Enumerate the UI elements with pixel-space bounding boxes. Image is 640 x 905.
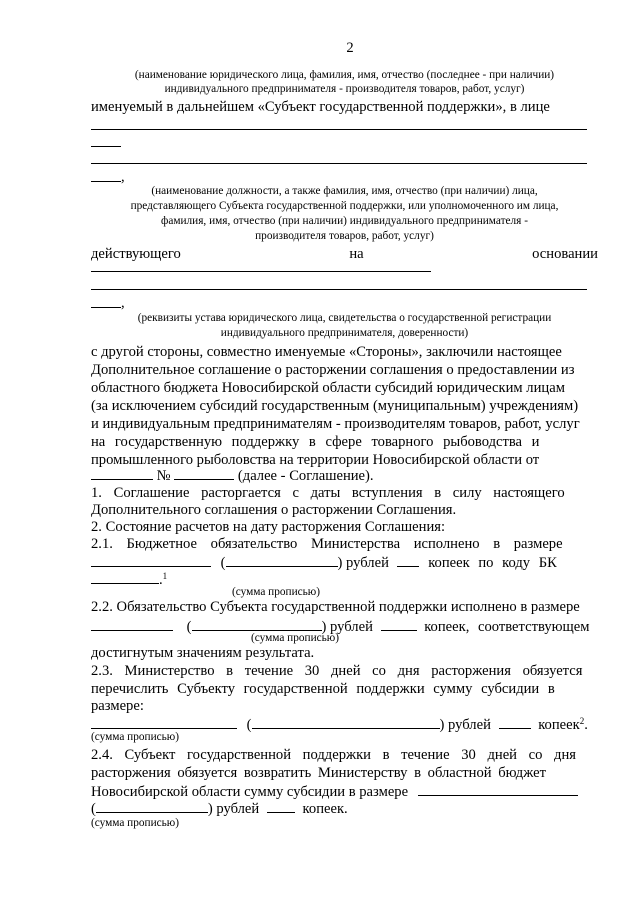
footnote-ref-1: 1 <box>162 571 168 581</box>
clause-2-4-line-4 <box>91 800 348 817</box>
clause-text: 2.1. Бюджетное обязательство Министерства исполнено в размере <box>91 536 563 552</box>
clause-2-2-line-1: 2.2. Обязательство Субъекта государственной поддержки исполнено в размере <box>91 599 580 615</box>
body-line-5 <box>91 417 598 432</box>
clause-text: расторжения обязуется возвратить Министерству в областной бюджет <box>91 765 546 781</box>
hint-position-line-2: представляющего Субъекта государственной поддержки, или уполномоченного им лица, <box>130 200 559 212</box>
rubles-label: ) рублей <box>207 801 260 817</box>
amount-blank <box>91 554 211 567</box>
amount-blank <box>91 716 237 729</box>
kopecks-blank <box>499 716 531 729</box>
kopecks-label: копеек. <box>302 801 348 817</box>
clause-2-3-line-3: размере: <box>91 698 144 714</box>
clause-2-1-line-2 <box>91 554 557 571</box>
hint-sum-4: (сумма прописью) <box>91 817 179 829</box>
body-text: на государственную поддержку в сфере товарного рыбоводства и <box>91 434 540 450</box>
kopecks-label: копеек, соответствующем <box>424 619 590 635</box>
paren-open: ( <box>91 801 96 817</box>
basis-word: основании <box>532 246 598 262</box>
footnote-ref-2: 2 <box>579 716 585 726</box>
clause-2-4-line-2 <box>91 766 598 781</box>
clause-2-3-line-1 <box>91 664 598 679</box>
clause-1-line-2: Дополнительного соглашения о расторжении Соглашения. <box>91 502 457 518</box>
period: . <box>584 717 588 733</box>
hint-charter-line-2: индивидуального предпринимателя, доверенности) <box>220 327 469 339</box>
fill-line-representative-2 <box>91 163 587 164</box>
clause-2-1-line-3 <box>91 571 167 588</box>
amount-words-blank <box>252 716 440 729</box>
body-text: (за исключением субсидий государственным (муниципальным) учреждениям) <box>91 398 579 414</box>
clause-text: перечислить Субъекту государственной поддержки сумму субсидии в <box>91 681 555 697</box>
rubles-label: ) рублей <box>321 619 373 635</box>
agreement-date-blank <box>91 467 153 480</box>
clause-2-2-line-2 <box>91 618 590 635</box>
clause-text: Новосибирской области сумму субсидии в размере <box>91 784 409 800</box>
body-line-4 <box>91 399 598 414</box>
clause-2-4-line-3 <box>91 783 578 800</box>
kopecks-blank <box>397 554 419 567</box>
body-text: и индивидуальным предпринимателям - производителям товаров, работ, услуг <box>91 416 580 432</box>
kopecks-blank <box>381 618 417 631</box>
rubles-label: ) рублей <box>439 717 491 733</box>
agreement-date-line <box>91 467 374 484</box>
page-number: 2 <box>346 40 354 56</box>
clause-2-4-line-1 <box>91 748 598 763</box>
period: . <box>159 572 163 588</box>
clause-text: 2.4. Субъект государственной поддержки в течение 30 дней со дня <box>91 747 576 763</box>
referred-as-text: именуемый в дальнейшем «Субъект государственной поддержки», в лице <box>91 99 550 115</box>
fill-line-basis-2 <box>91 289 587 290</box>
agreement-ref-text: (далее - Соглашение). <box>237 468 374 484</box>
paren-open: ( <box>220 555 226 571</box>
comma-1: , <box>121 169 125 185</box>
paren-open: ( <box>186 619 192 635</box>
fill-line-representative <box>91 129 587 130</box>
hint-position-line-4: производителя товаров, работ, услуг) <box>255 230 434 242</box>
hint-position-line-1: (наименование должности, а также фамилия, имя, отчество (при наличии) лица, <box>151 185 538 197</box>
kopecks-bk-label: копеек по коду БК <box>428 555 557 571</box>
amount-words-blank <box>96 800 208 813</box>
body-line-3 <box>91 381 598 396</box>
body-line-7 <box>91 453 598 468</box>
kopecks-blank <box>267 800 295 813</box>
body-text: Дополнительное соглашение о расторжении соглашения о предоставлении из <box>91 362 575 378</box>
body-text: промышленного рыболовства на территории Новосибирской области от <box>91 452 540 468</box>
clause-text: 2.3. Министерство в течение 30 дней со дня расторжения обязуется <box>91 663 583 679</box>
bk-code-blank <box>91 571 159 584</box>
amount-words-blank <box>192 618 322 631</box>
acting-word: действующего <box>91 246 181 262</box>
clause-2-heading: 2. Состояние расчетов на дату расторжения Соглашения: <box>91 519 446 535</box>
body-line-6 <box>91 435 598 450</box>
hint-sum-3: (сумма прописью) <box>91 731 179 743</box>
body-text: областного бюджета Новосибирской области субсидий юридическим лицам <box>91 380 565 396</box>
on-word: на <box>349 246 364 262</box>
body-line-1 <box>91 345 598 360</box>
paren-open: ( <box>246 717 252 733</box>
clause-1-line-1 <box>91 486 598 501</box>
hint-sum-1: (сумма прописью) <box>232 586 320 598</box>
clause-text: 1. Соглашение расторгается с даты вступления в силу настоящего <box>91 485 565 501</box>
fill-line-representative-short <box>91 146 121 147</box>
rubles-label: ) рублей <box>337 555 389 571</box>
hint-legal-entity-line-2: индивидуального предпринимателя - производителя товаров, работ, услуг) <box>164 83 525 95</box>
hint-legal-entity-line-1: (наименование юридического лица, фамилия, имя, отчество (последнее - при наличии) <box>134 69 555 81</box>
amount-blank <box>418 783 578 796</box>
number-sign: № <box>156 468 171 484</box>
kopecks-label: копеек <box>538 717 580 733</box>
amount-words-blank <box>226 554 338 567</box>
fill-line-basis-short <box>91 307 121 308</box>
hint-sum-2: (сумма прописью) <box>251 632 339 644</box>
clause-2-1-line-1 <box>91 537 598 552</box>
clause-2-3-line-2 <box>91 682 598 697</box>
body-line-2 <box>91 363 598 378</box>
hint-position-line-3: фамилия, имя, отчество (при наличии) индивидуального предпринимателя - <box>161 215 528 227</box>
clause-2-2-line-3: достигнутым значениям результата. <box>91 645 315 661</box>
body-text: с другой стороны, совместно именуемые «Стороны», заключили настоящее <box>91 344 562 360</box>
acting-line <box>91 247 598 262</box>
fill-line-representative-2-short <box>91 181 121 182</box>
amount-blank <box>91 618 173 631</box>
agreement-number-blank <box>174 467 234 480</box>
hint-charter-line-1: (реквизиты устава юридического лица, свидетельства о государственной регистрации <box>137 312 552 324</box>
fill-line-basis <box>91 271 431 272</box>
comma-2: , <box>121 295 125 311</box>
